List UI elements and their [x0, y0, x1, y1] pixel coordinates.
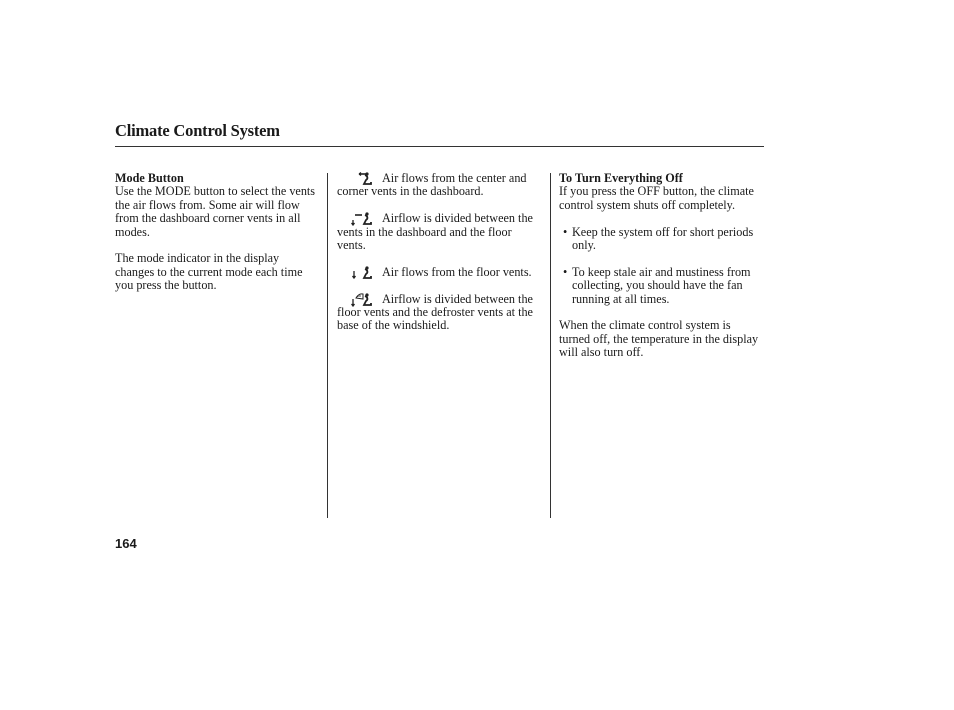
mode-text-floor-defrost: Airflow is divided between the floor vents and the defroster vents at the base of the windshield.	[337, 291, 533, 333]
mode-item-dashboard	[337, 172, 533, 199]
bullet-item	[559, 226, 759, 253]
mode-item-floor-defrost	[337, 293, 533, 333]
mode-text-dashboard: Air flows from the center and corner vents in the dashboard.	[337, 171, 527, 199]
turn-off-heading: To Turn Everything Off	[559, 171, 683, 185]
column-turn-off	[559, 172, 759, 360]
turn-off-paragraph-2: When the climate control system is turned off, the temperature in the display will also turn off.	[559, 318, 759, 360]
bullet-text-1: Keep the system off for short periods only.	[572, 224, 754, 253]
column-divider-2	[550, 173, 551, 518]
column-modes	[337, 172, 533, 333]
page-number: 164	[115, 536, 137, 551]
bullet-dot: •	[563, 264, 568, 279]
bilevel-vent-icon	[351, 212, 373, 226]
turn-off-paragraph-1: If you press the OFF button, the climate control system shuts off completely.	[559, 184, 754, 212]
mode-button-paragraph-2: The mode indicator in the display changes to the current mode each time you press the button.	[115, 251, 303, 293]
title-rule	[115, 146, 764, 147]
column-mode-button	[115, 172, 317, 293]
column-divider-1	[327, 173, 328, 518]
dashboard-vent-icon	[351, 172, 373, 186]
floor-defrost-vent-icon	[351, 293, 373, 307]
mode-text-bilevel: Airflow is divided between the vents in the dashboard and the floor vents.	[337, 211, 533, 253]
bullet-item	[559, 266, 759, 306]
page-title: Climate Control System	[115, 121, 280, 140]
bullet-dot: •	[563, 224, 568, 239]
mode-text-floor: Air flows from the floor vents.	[382, 264, 532, 279]
mode-button-paragraph-1: Use the MODE button to select the vents the air flows from. Some air will flow from the dashboard corner vents in all modes.	[115, 184, 316, 239]
bullet-text-2: To keep stale air and mustiness from collecting, you should have the fan running at all times.	[572, 264, 751, 306]
mode-item-floor	[337, 266, 533, 279]
mode-item-bilevel	[337, 212, 533, 252]
mode-button-heading: Mode Button	[115, 171, 184, 185]
floor-vent-icon	[351, 266, 373, 280]
